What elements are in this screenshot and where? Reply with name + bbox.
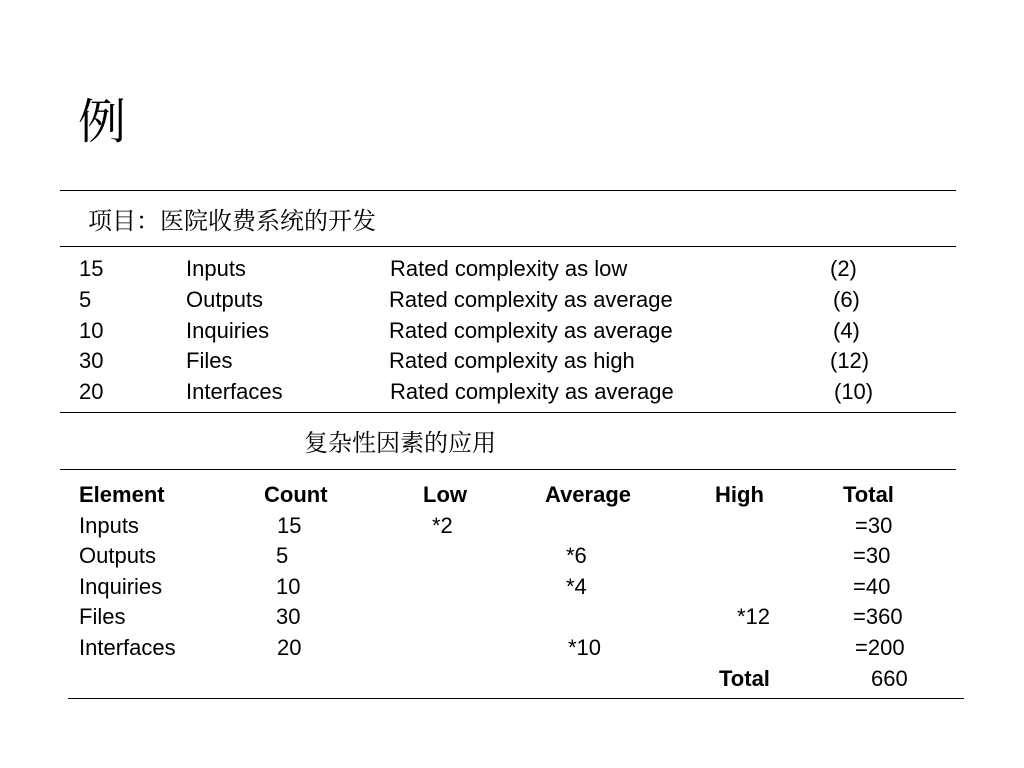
count-name: Interfaces <box>186 379 283 404</box>
table-cell-total: =360 <box>853 604 903 629</box>
table-cell-high: *12 <box>737 604 771 629</box>
header-element: Element <box>79 482 165 507</box>
table-cell-count: 5 <box>276 543 289 568</box>
count-value: 20 <box>79 379 104 404</box>
section2-label: 复杂性因素的应用 <box>304 429 496 457</box>
table-cell-element: Inquiries <box>79 574 163 599</box>
count-weight: (4) <box>833 318 860 343</box>
header-high: High <box>715 482 764 507</box>
count-name: Files <box>186 348 233 373</box>
count-value: 5 <box>79 287 92 312</box>
header-average: Average <box>545 482 632 507</box>
count-name: Inputs <box>186 256 246 281</box>
grand-total-value: 660 <box>871 666 908 691</box>
divider-top <box>60 190 956 191</box>
count-name: Outputs <box>186 287 264 312</box>
table-cell-element: Outputs <box>79 543 157 568</box>
table-cell-average: *4 <box>566 574 587 599</box>
count-value: 15 <box>79 256 104 281</box>
table-cell-total: =30 <box>853 543 891 568</box>
count-value: 30 <box>79 348 104 373</box>
table-cell-low: *2 <box>432 513 453 538</box>
header-total: Total <box>843 482 894 507</box>
count-weight: (10) <box>834 379 874 404</box>
project-label: 项目：医院收费系统的开发 <box>88 207 376 235</box>
table-cell-count: 30 <box>276 604 301 629</box>
count-weight: (2) <box>830 256 857 281</box>
count-weight: (12) <box>830 348 870 373</box>
count-rating: Rated complexity as low <box>390 256 628 281</box>
table-cell-element: Files <box>79 604 126 629</box>
divider-table-bottom <box>68 698 964 699</box>
header-low: Low <box>423 482 467 507</box>
table-cell-average: *6 <box>566 543 587 568</box>
table-cell-count: 10 <box>276 574 301 599</box>
table-cell-element: Inputs <box>79 513 139 538</box>
count-rating: Rated complexity as average <box>390 379 674 404</box>
grand-total-label: Total <box>719 666 770 691</box>
count-weight: (6) <box>833 287 860 312</box>
table-cell-count: 20 <box>277 635 302 660</box>
divider-table-top <box>60 469 956 470</box>
divider-project <box>60 246 956 247</box>
table-cell-total: =30 <box>855 513 893 538</box>
table-cell-total: =40 <box>853 574 891 599</box>
divider-list <box>60 412 956 413</box>
count-value: 10 <box>79 318 104 343</box>
table-cell-element: Interfaces <box>79 635 176 660</box>
count-rating: Rated complexity as high <box>389 348 635 373</box>
table-cell-average: *10 <box>568 635 602 660</box>
slide-title: 例 <box>78 94 127 150</box>
count-rating: Rated complexity as average <box>389 318 673 343</box>
table-cell-count: 15 <box>277 513 302 538</box>
table-cell-total: =200 <box>855 635 905 660</box>
count-rating: Rated complexity as average <box>389 287 673 312</box>
header-count: Count <box>264 482 328 507</box>
count-name: Inquiries <box>186 318 270 343</box>
